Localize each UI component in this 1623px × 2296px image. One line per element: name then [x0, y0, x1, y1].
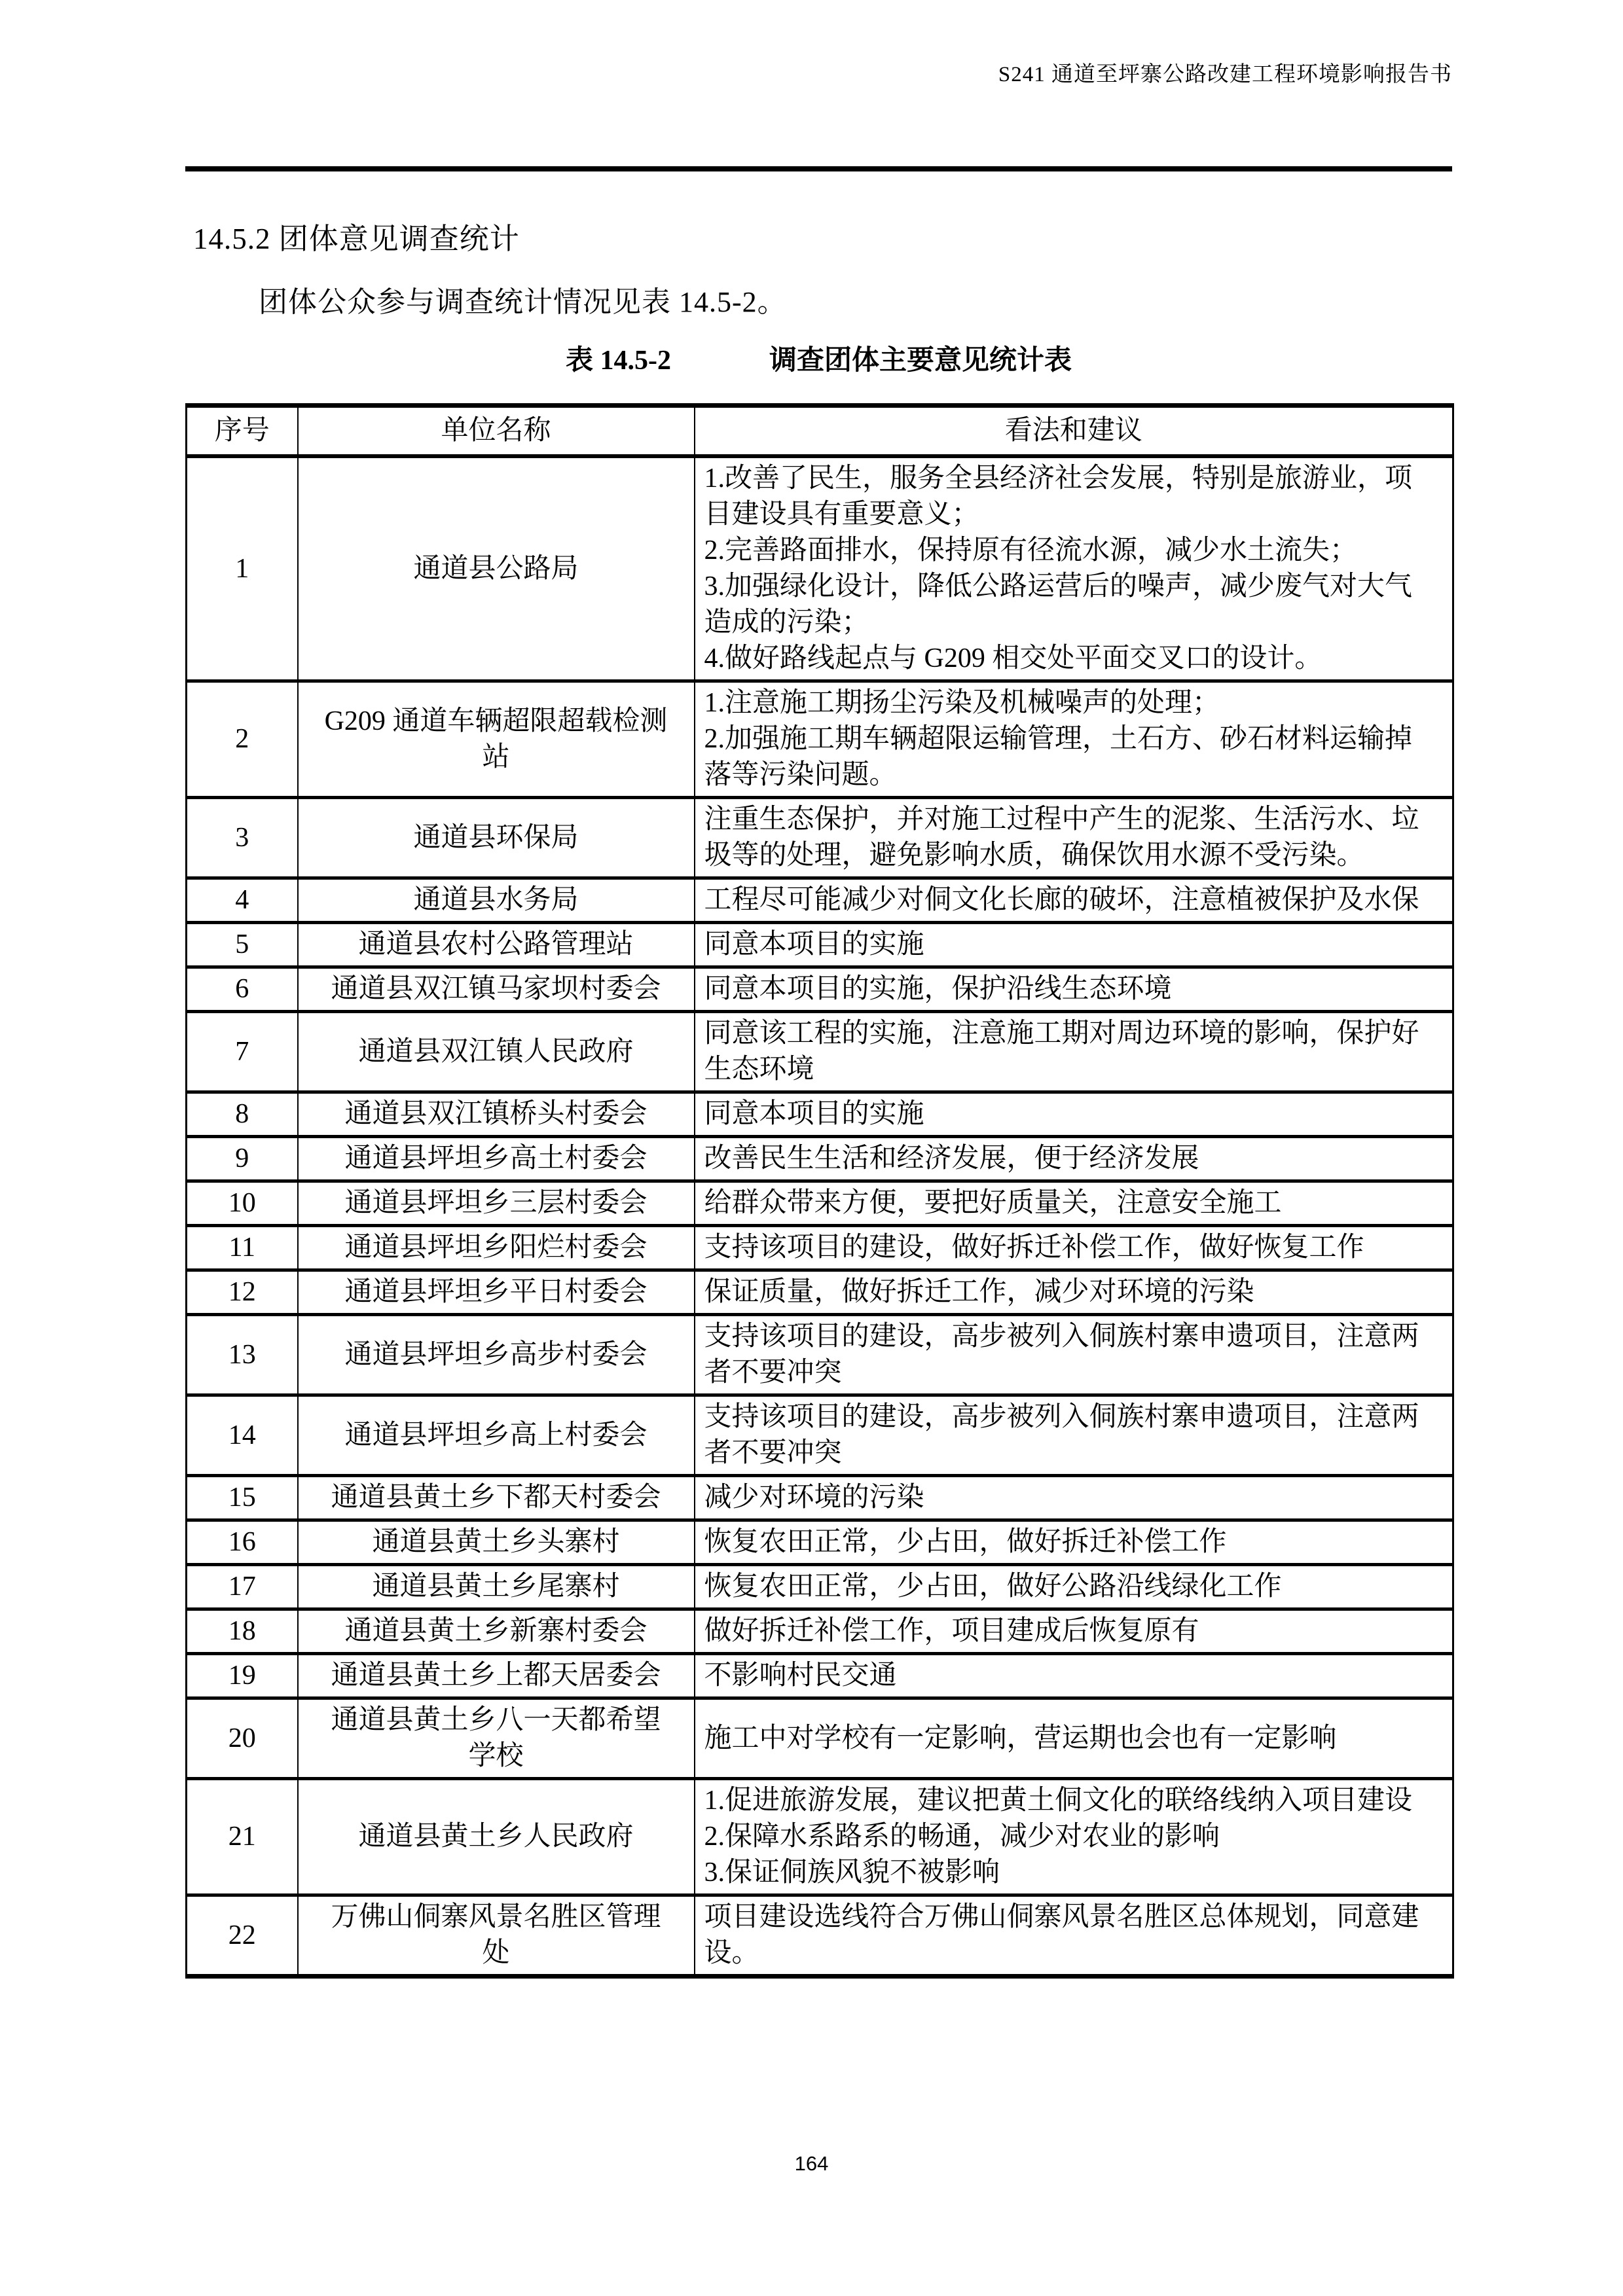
row-number-cell: 9 [187, 1137, 298, 1181]
opinion-cell [695, 1779, 1453, 1895]
row-number-cell: 17 [187, 1565, 298, 1609]
opinion-line: 施工中对学校有一定影响，营运期也会也有一定影响 [704, 1723, 1337, 1753]
opinion-cell [695, 1012, 1453, 1092]
table-row [187, 967, 1453, 1012]
opinion-cell [695, 1315, 1453, 1395]
table-row [187, 1520, 1453, 1565]
unit-name-cell: 通道县坪坦乡高上村委会 [298, 1395, 695, 1476]
opinion-line: 同意本项目的实施，保护沿线生态环境 [704, 974, 1172, 1004]
unit-name-cell: 通道县黄土乡头寨村 [298, 1520, 695, 1565]
row-number-cell: 6 [187, 967, 298, 1012]
header-divider [185, 166, 1452, 171]
row-number-cell: 20 [187, 1698, 298, 1779]
opinion-cell [695, 1698, 1453, 1779]
opinion-cell [695, 923, 1453, 967]
unit-name-cell: 通道县双江镇桥头村委会 [298, 1092, 695, 1137]
opinion-cell [695, 1270, 1453, 1315]
opinion-cell [695, 1520, 1453, 1565]
unit-name-cell: 通道县黄土乡尾寨村 [298, 1565, 695, 1609]
opinion-table [185, 403, 1454, 1979]
unit-name-cell: G209 通道车辆超限超载检测站 [298, 681, 695, 798]
opinion-line: 注重生态保护，并对施工过程中产生的泥浆、生活污水、垃圾等的处理，避免影响水质，确保饮用水源不受污染。 [704, 804, 1419, 870]
unit-name-cell: 通道县黄土乡八一天都希望学校 [298, 1698, 695, 1779]
row-number-cell: 7 [187, 1012, 298, 1092]
opinion-line: 3.保证侗族风貌不被影响 [704, 1857, 1000, 1888]
opinion-cell [695, 1565, 1453, 1609]
row-number-cell: 18 [187, 1609, 298, 1654]
intro-paragraph: 团体公众参与调查统计情况见表 14.5-2。 [259, 286, 787, 318]
table-row [187, 1476, 1453, 1520]
unit-name-cell: 通道县黄土乡人民政府 [298, 1779, 695, 1895]
opinion-line: 工程尽可能减少对侗文化长廊的破坏，注意植被保护及水保 [704, 885, 1419, 915]
row-number-cell: 8 [187, 1092, 298, 1137]
opinion-cell [695, 1609, 1453, 1654]
opinion-line: 1.促进旅游发展，建议把黄土侗文化的联络线纳入项目建设 [704, 1785, 1413, 1816]
unit-name-cell: 万佛山侗寨风景名胜区管理处 [298, 1895, 695, 1977]
unit-name-cell: 通道县公路局 [298, 456, 695, 681]
opinion-line: 4.做好路线起点与 G209 相交处平面交叉口的设计。 [704, 643, 1322, 673]
opinion-line: 恢复农田正常，少占田，做好拆迁补偿工作 [704, 1527, 1227, 1557]
opinion-line: 2.保障水系路系的畅通，减少对农业的影响 [704, 1821, 1220, 1852]
row-number-cell: 13 [187, 1315, 298, 1395]
opinion-cell [695, 681, 1453, 798]
table-row [187, 878, 1453, 923]
table-row [187, 1698, 1453, 1779]
table-row [187, 1609, 1453, 1654]
unit-name-cell: 通道县黄土乡下都天村委会 [298, 1476, 695, 1520]
opinion-cell [695, 1092, 1453, 1137]
opinion-line: 支持该项目的建设，高步被列入侗族村寨申遗项目，注意两者不要冲突 [704, 1321, 1419, 1388]
opinion-cell [695, 798, 1453, 878]
unit-name-cell: 通道县坪坦乡高土村委会 [298, 1137, 695, 1181]
row-number-cell: 2 [187, 681, 298, 798]
report-page-content [185, 0, 1452, 1979]
column-header-unit: 单位名称 [298, 406, 695, 457]
opinion-cell [695, 967, 1453, 1012]
opinion-line: 同意该工程的实施，注意施工期对周边环境的影响，保护好生态环境 [704, 1018, 1419, 1085]
table-caption-label: 表 14.5-2 [565, 346, 671, 376]
table-row [187, 1654, 1453, 1698]
opinion-line: 2.加强施工期车辆超限运输管理，土石方、砂石材料运输掉落等污染问题。 [704, 724, 1413, 790]
header-row [187, 406, 1453, 457]
opinion-cell [695, 878, 1453, 923]
opinion-line: 同意本项目的实施 [704, 1099, 924, 1129]
row-number-cell: 1 [187, 456, 298, 681]
table-row [187, 1315, 1453, 1395]
unit-name-cell: 通道县坪坦乡平日村委会 [298, 1270, 695, 1315]
page-header-text: S241 通道至坪寨公路改建工程环境影响报告书 [998, 63, 1452, 86]
opinion-line: 恢复农田正常，少占田，做好公路沿线绿化工作 [704, 1571, 1282, 1602]
table-row [187, 681, 1453, 798]
table-row [187, 1395, 1453, 1476]
opinion-line: 支持该项目的建设，做好拆迁补偿工作，做好恢复工作 [704, 1232, 1364, 1263]
unit-name-cell: 通道县坪坦乡高步村委会 [298, 1315, 695, 1395]
unit-name-cell: 通道县黄土乡新寨村委会 [298, 1609, 695, 1654]
opinion-line: 保证质量，做好拆迁工作，减少对环境的污染 [704, 1277, 1254, 1307]
unit-name-cell: 通道县坪坦乡三层村委会 [298, 1181, 695, 1226]
table-row [187, 1895, 1453, 1977]
section-heading: 14.5.2 团体意见调查统计 [193, 223, 520, 255]
table-caption [185, 342, 1452, 380]
table-row [187, 923, 1453, 967]
opinion-cell [695, 1476, 1453, 1520]
table-row [187, 1270, 1453, 1315]
opinion-line: 支持该项目的建设，高步被列入侗族村寨申遗项目，注意两者不要冲突 [704, 1402, 1419, 1468]
row-number-cell: 14 [187, 1395, 298, 1476]
opinion-cell [695, 1137, 1453, 1181]
opinion-table-body [187, 456, 1453, 1977]
table-row [187, 1092, 1453, 1137]
table-row [187, 798, 1453, 878]
unit-name-cell: 通道县水务局 [298, 878, 695, 923]
column-header-index: 序号 [187, 406, 298, 457]
opinion-line: 项目建设选线符合万佛山侗寨风景名胜区总体规划，同意建设。 [704, 1902, 1419, 1968]
row-number-cell: 16 [187, 1520, 298, 1565]
table-row [187, 1012, 1453, 1092]
unit-name-cell: 通道县双江镇人民政府 [298, 1012, 695, 1092]
table-row [187, 456, 1453, 681]
unit-name-cell: 通道县环保局 [298, 798, 695, 878]
opinion-cell [695, 456, 1453, 681]
row-number-cell: 11 [187, 1226, 298, 1270]
opinion-line: 减少对环境的污染 [704, 1482, 924, 1513]
unit-name-cell: 通道县农村公路管理站 [298, 923, 695, 967]
opinion-line: 1.改善了民生，服务全县经济社会发展，特别是旅游业，项目建设具有重要意义； [704, 463, 1413, 529]
table-row [187, 1137, 1453, 1181]
opinion-cell [695, 1895, 1453, 1977]
table-row [187, 1181, 1453, 1226]
unit-name-cell: 通道县双江镇马家坝村委会 [298, 967, 695, 1012]
row-number-cell: 5 [187, 923, 298, 967]
row-number-cell: 19 [187, 1654, 298, 1698]
row-number-cell: 4 [187, 878, 298, 923]
row-number-cell: 21 [187, 1779, 298, 1895]
page-number: 164 [794, 2152, 829, 2175]
row-number-cell: 10 [187, 1181, 298, 1226]
row-number-cell: 12 [187, 1270, 298, 1315]
opinion-table-header [187, 406, 1453, 457]
opinion-cell [695, 1654, 1453, 1698]
table-row [187, 1779, 1453, 1895]
opinion-cell [695, 1226, 1453, 1270]
row-number-cell: 3 [187, 798, 298, 878]
opinion-line: 1.注意施工期扬尘污染及机械噪声的处理； [704, 688, 1220, 718]
unit-name-cell: 通道县坪坦乡阳烂村委会 [298, 1226, 695, 1270]
table-row [187, 1226, 1453, 1270]
table-caption-title: 调查团体主要意见统计表 [769, 346, 1072, 376]
opinion-line: 同意本项目的实施 [704, 929, 924, 960]
opinion-cell [695, 1395, 1453, 1476]
opinion-line: 3.加强绿化设计，降低公路运营后的噪声，减少废气对大气造成的污染； [704, 571, 1413, 637]
table-row [187, 1565, 1453, 1609]
opinion-line: 做好拆迁补偿工作，项目建成后恢复原有 [704, 1616, 1199, 1646]
opinion-line: 改善民生生活和经济发展，便于经济发展 [704, 1143, 1199, 1174]
column-header-opinion: 看法和建议 [695, 406, 1453, 457]
opinion-line: 不影响村民交通 [704, 1660, 897, 1691]
unit-name-cell: 通道县黄土乡上都天居委会 [298, 1654, 695, 1698]
opinion-line: 2.完善路面排水，保持原有径流水源，减少水土流失； [704, 535, 1358, 565]
row-number-cell: 15 [187, 1476, 298, 1520]
opinion-cell [695, 1181, 1453, 1226]
row-number-cell: 22 [187, 1895, 298, 1977]
opinion-line: 给群众带来方便，要把好质量关，注意安全施工 [704, 1188, 1282, 1218]
